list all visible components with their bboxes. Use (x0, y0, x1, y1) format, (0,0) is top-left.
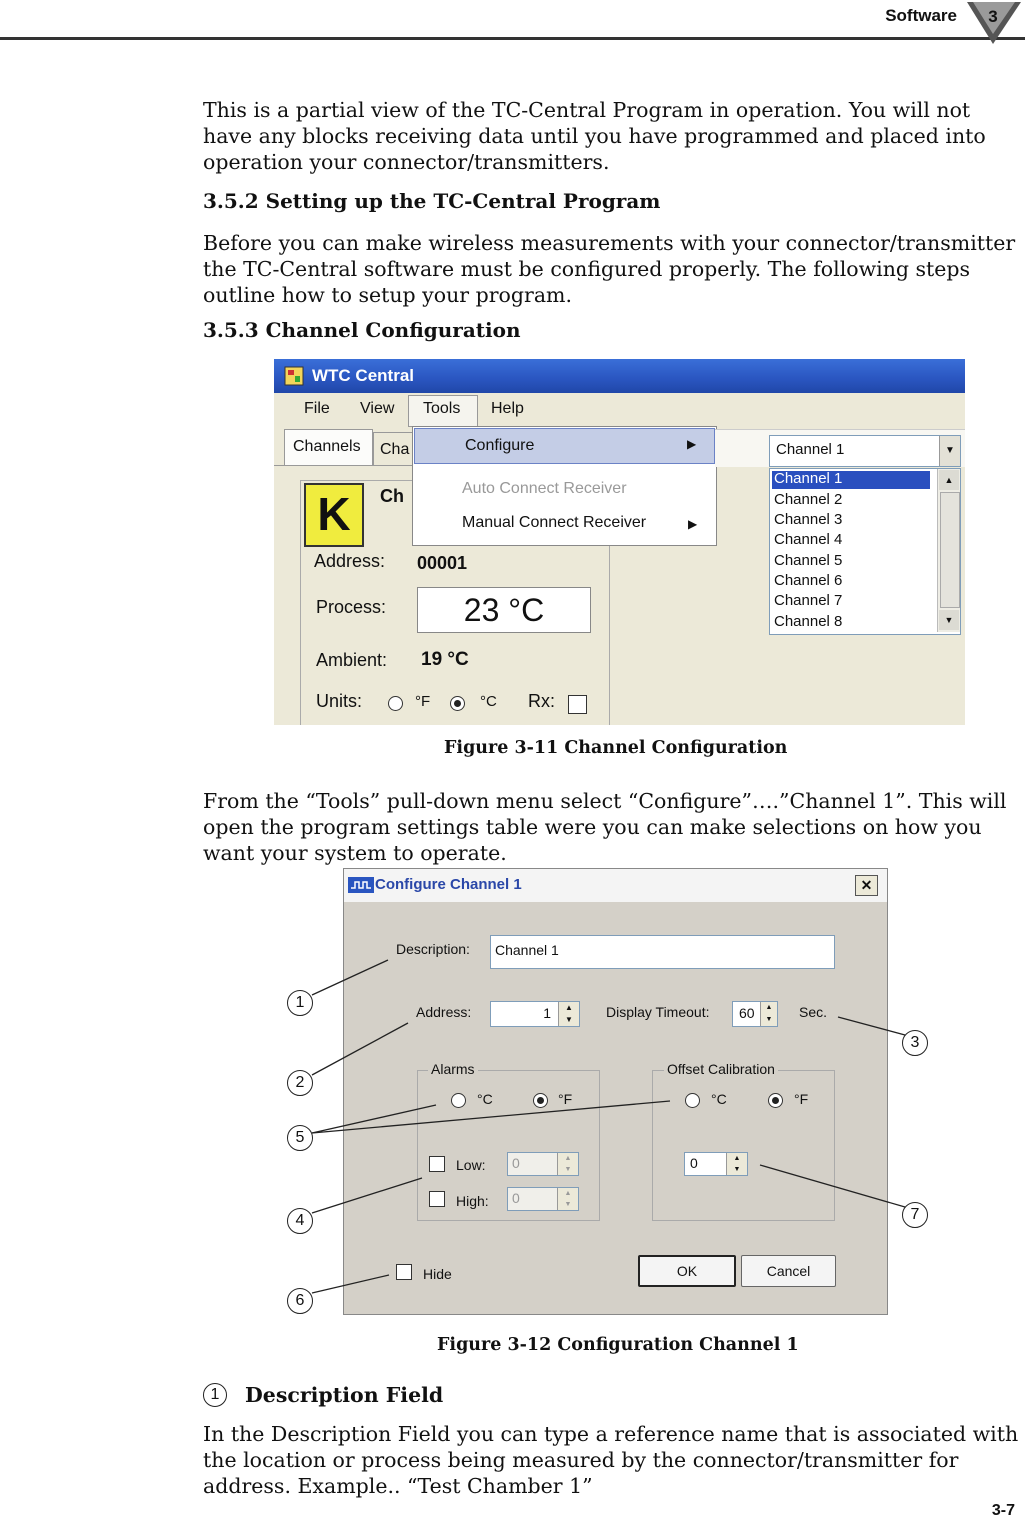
timeout-spin-icon[interactable]: ▲ ▼ (760, 1002, 777, 1026)
channel-option-6[interactable]: Channel 6 (774, 572, 843, 589)
chevron-down-icon[interactable]: ▼ (939, 436, 960, 466)
address-spin-icon[interactable]: ▲ ▼ (558, 1002, 579, 1026)
offset-value: 0 (690, 1155, 698, 1171)
callout-7: 7 (902, 1202, 928, 1228)
channel-option-3[interactable]: Channel 3 (774, 511, 843, 528)
chapter-number: 3 (988, 7, 998, 26)
intro-paragraph: This is a partial view of the TC-Central Program in operation. You will not have any blocks receiving data until you have programmed and placed into operation your connector/transmitters. (203, 98, 986, 174)
setup-heading: 3.5.2 Setting up the TC-Central Program (203, 189, 661, 213)
timeout-unit: Sec. (799, 1004, 828, 1020)
display-timeout-label: Display Timeout: (606, 1004, 710, 1020)
thermocouple-type-badge: K (304, 483, 364, 547)
description-field-paragraph: In the Description Field you can type a reference name that is associated with the location or process being measured by the connector/transmitter for address. Example.. “Test Chamber 1” (203, 1422, 1019, 1498)
channel-option-2[interactable]: Channel 2 (774, 491, 843, 508)
submenu-arrow-icon: ▶ (687, 437, 697, 451)
callout-3: 3 (902, 1030, 928, 1056)
menu-tools[interactable]: Tools (423, 400, 461, 417)
alarm-f-label: °F (558, 1091, 573, 1107)
channel-option-4[interactable]: Channel 4 (774, 531, 843, 548)
menu-file[interactable]: File (304, 400, 330, 417)
menu-manual-connect[interactable]: Manual Connect Receiver (462, 514, 647, 531)
menu-help[interactable]: Help (491, 400, 524, 417)
units-label: Units: (316, 691, 363, 711)
callout-6: 6 (287, 1288, 313, 1314)
channel-config-heading: 3.5.3 Channel Configuration (203, 318, 521, 342)
scroll-down-icon[interactable]: ▼ (939, 610, 959, 630)
units-f-label: °F (415, 693, 431, 710)
high-label: High: (456, 1193, 489, 1209)
low-spin-icon[interactable]: ▲ ▼ (557, 1153, 578, 1175)
address-label: Address: (416, 1004, 472, 1020)
menu-configure-label: Configure (465, 437, 535, 454)
alarms-group-label: Alarms (428, 1061, 478, 1077)
channel-combobox-value: Channel 1 (776, 441, 845, 458)
callout-4: 4 (287, 1208, 313, 1234)
channel-option-5[interactable]: Channel 5 (774, 552, 843, 569)
channel-option-7[interactable]: Channel 7 (774, 592, 843, 609)
cancel-button[interactable]: Cancel (741, 1255, 836, 1287)
channel-name-partial: Ch (380, 486, 404, 506)
hide-label: Hide (423, 1266, 452, 1282)
address-label: Address: (314, 551, 386, 571)
tab-charts-label: Cha (380, 441, 410, 458)
description-field-heading: Description Field (245, 1383, 444, 1407)
process-value: 23 °C (417, 587, 591, 633)
dialog-title: Configure Channel 1 (375, 876, 522, 893)
offset-c-label: °C (711, 1091, 727, 1107)
description-label: Description: (396, 941, 470, 957)
ok-button[interactable]: OK (638, 1255, 736, 1287)
process-label: Process: (316, 597, 387, 617)
offset-spin-icon[interactable]: ▲ ▼ (726, 1153, 747, 1175)
window-title: WTC Central (312, 366, 414, 385)
menu-auto-connect: Auto Connect Receiver (462, 480, 627, 497)
units-c-label: °C (480, 693, 497, 710)
rx-label: Rx: (528, 691, 555, 711)
close-icon[interactable]: ✕ (855, 875, 878, 896)
high-spin-icon[interactable]: ▲ ▼ (557, 1188, 578, 1210)
low-label: Low: (456, 1157, 486, 1173)
channel-option-8[interactable]: Channel 8 (774, 613, 843, 630)
desc-callout: 1 (203, 1383, 227, 1407)
alarm-c-label: °C (477, 1091, 493, 1107)
low-value: 0 (512, 1155, 520, 1171)
display-timeout-value: 60 (739, 1005, 755, 1021)
scroll-up-icon[interactable]: ▲ (939, 470, 959, 490)
section-label: Software (885, 6, 957, 25)
callout-2: 2 (287, 1070, 313, 1096)
setup-paragraph: Before you can make wireless measurements with your connector/transmitter the TC-Central software must be configured properly. The following steps outline how to setup your program. (203, 231, 1016, 307)
callout-5: 5 (287, 1125, 313, 1151)
ambient-label: Ambient: (316, 650, 388, 670)
address-value: 00001 (417, 553, 468, 573)
figure-3-12-caption: Figure 3-12 Configuration Channel 1 (437, 1335, 799, 1355)
callout-1: 1 (287, 990, 313, 1016)
page-number: 3-7 (991, 1502, 1015, 1519)
address-value: 1 (543, 1005, 551, 1021)
figure-3-11-caption: Figure 3-11 Channel Configuration (444, 738, 788, 758)
description-value: Channel 1 (495, 942, 559, 958)
tab-channels-label: Channels (293, 438, 361, 455)
offset-group-label: Offset Calibration (664, 1061, 778, 1077)
ambient-value: 19 °C (421, 649, 469, 670)
submenu-arrow-icon: ▶ (688, 517, 698, 531)
high-value: 0 (512, 1190, 520, 1206)
offset-f-label: °F (794, 1091, 809, 1107)
tools-paragraph: From the “Tools” pull-down menu select “Configure”….”Channel 1”. This will open the program settings table were you can make selections on how you want your system to operate. (203, 789, 1007, 865)
channel-option-1[interactable]: Channel 1 (774, 470, 843, 487)
menu-view[interactable]: View (360, 400, 395, 417)
